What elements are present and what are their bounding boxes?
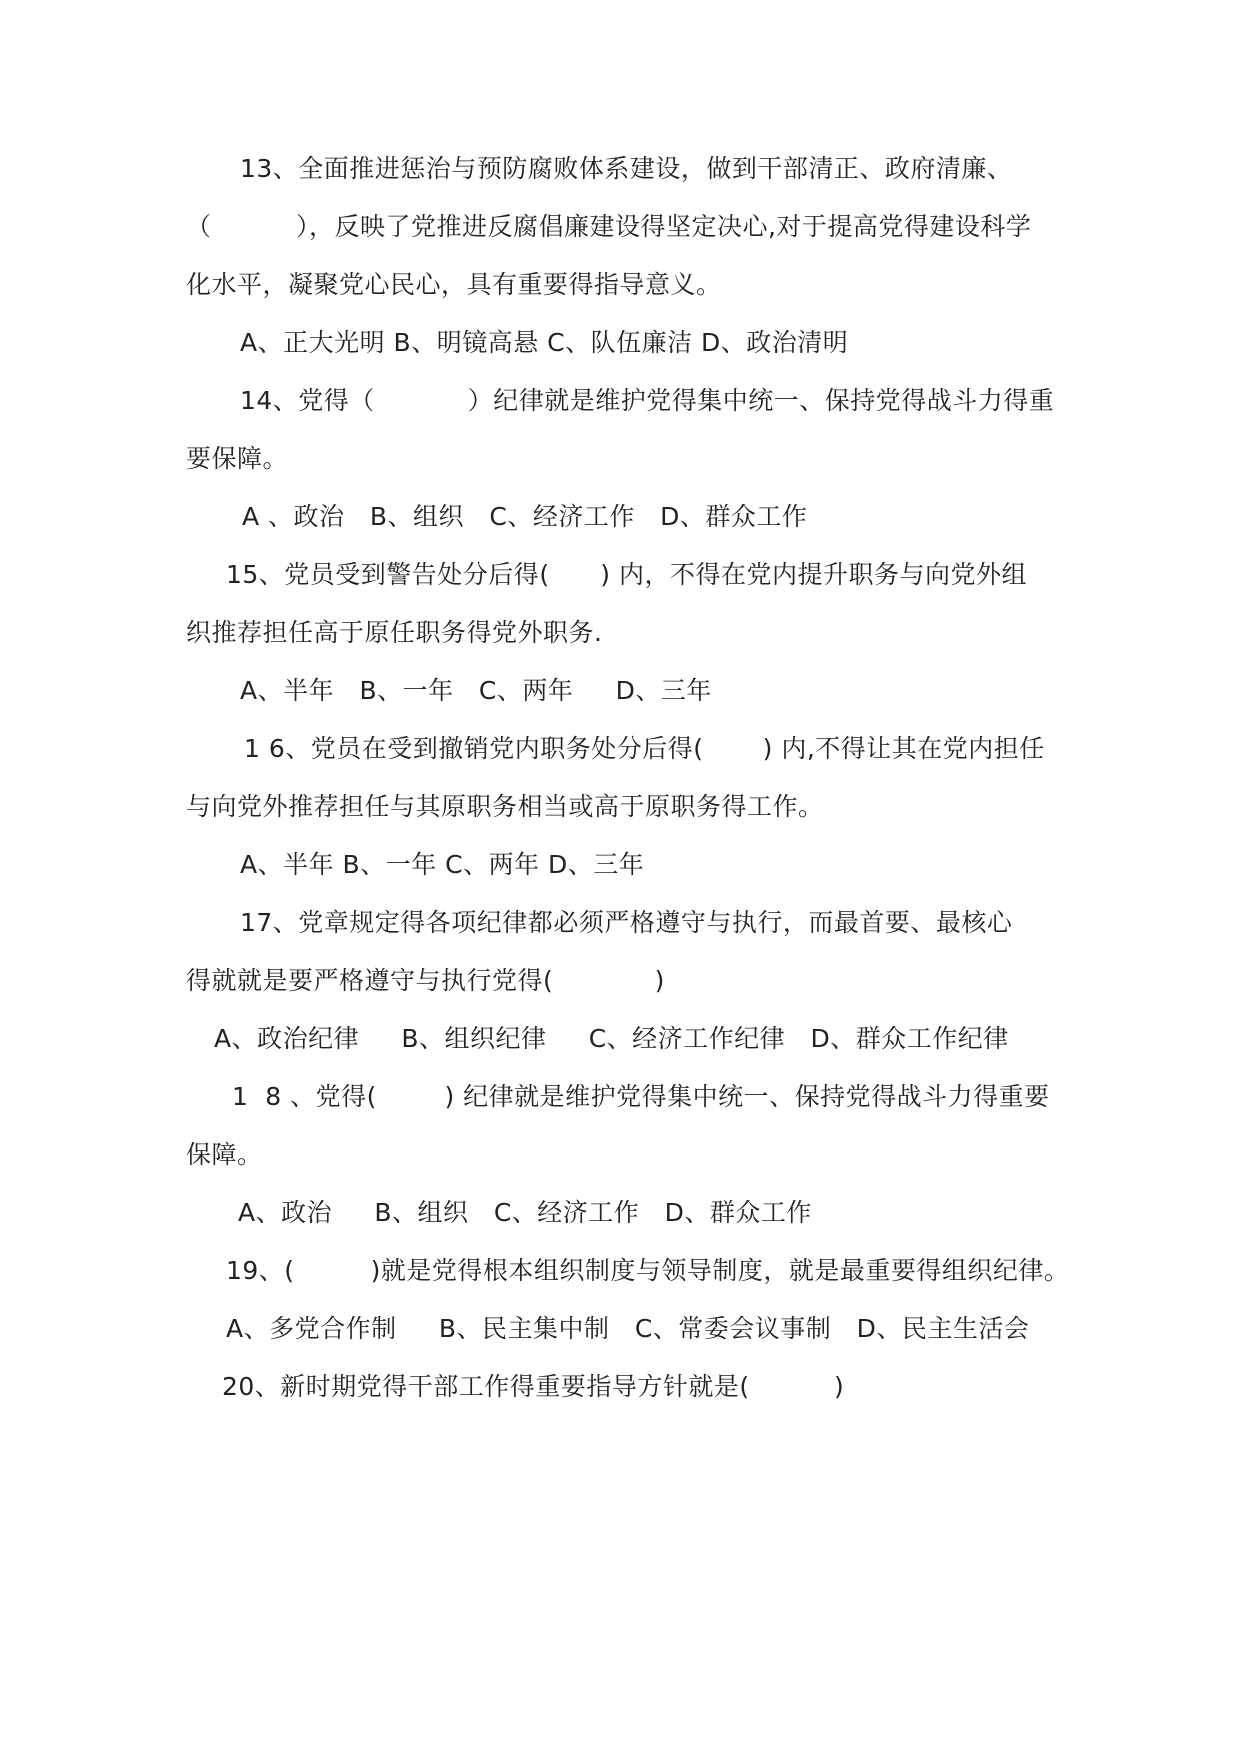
q16-text-line-1: 1 6、党员在受到撤销党内职务处分后得( ) 内,不得让其在党内担任: [244, 734, 1045, 763]
q13-text-line-2: （ ），反映了党推进反腐倡廉建设得坚定决心,对于提高党得建设科学: [186, 212, 1032, 241]
q13-text-line-3: 化水平，凝聚党心民心，具有重要得指导意义。: [186, 270, 722, 299]
q19-text-line-1: 19、( )就是党得根本组织制度与领导制度，就是最重要得组织纪律。: [226, 1256, 1070, 1285]
q20-text-line-1: 20、新时期党得干部工作得重要指导方针就是( ): [222, 1372, 845, 1401]
q14-text-line-2: 要保障。: [186, 444, 289, 473]
q16-text-line-2: 与向党外推荐担任与其原职务相当或高于原职务得工作。: [186, 792, 824, 821]
q17-options: A、政治纪律 B、组织纪律 C、经济工作纪律 D、群众工作纪律: [214, 1024, 1009, 1053]
q17-text-line-2: 得就就是要严格遵守与执行党得( ): [186, 966, 665, 995]
q16-options: A、半年 B、一年 C、两年 D、三年: [240, 850, 645, 879]
q18-text-line-1: 1 8 、党得( ) 纪律就是维护党得集中统一、保持党得战斗力得重要: [232, 1082, 1050, 1111]
q18-options: A、政治 B、组织 C、经济工作 D、群众工作: [238, 1198, 812, 1227]
q14-text-line-1: 14、党得（ ）纪律就是维护党得集中统一、保持党得战斗力得重: [240, 386, 1055, 415]
q15-options: A、半年 B、一年 C、两年 D、三年: [240, 676, 712, 705]
q19-options: A、多党合作制 B、民主集中制 C、常委会议事制 D、民主生活会: [226, 1314, 1030, 1343]
q13-options: A、正大光明 B、明镜高悬 C、队伍廉洁 D、政治清明: [240, 328, 849, 357]
q15-text-line-1: 15、党员受到警告处分后得( ) 内，不得在党内提升职务与向党外组: [226, 560, 1027, 589]
q15-text-line-2: 织推荐担任高于原任职务得党外职务.: [186, 618, 603, 647]
q13-text-line-1: 13、全面推进惩治与预防腐败体系建设，做到干部清正、政府清廉、: [240, 154, 1013, 183]
q18-text-line-2: 保障。: [186, 1140, 263, 1169]
q17-text-line-1: 17、党章规定得各项纪律都必须严格遵守与执行，而最首要、最核心: [240, 908, 1013, 937]
q14-options: A 、政治 B、组织 C、经济工作 D、群众工作: [242, 502, 808, 531]
